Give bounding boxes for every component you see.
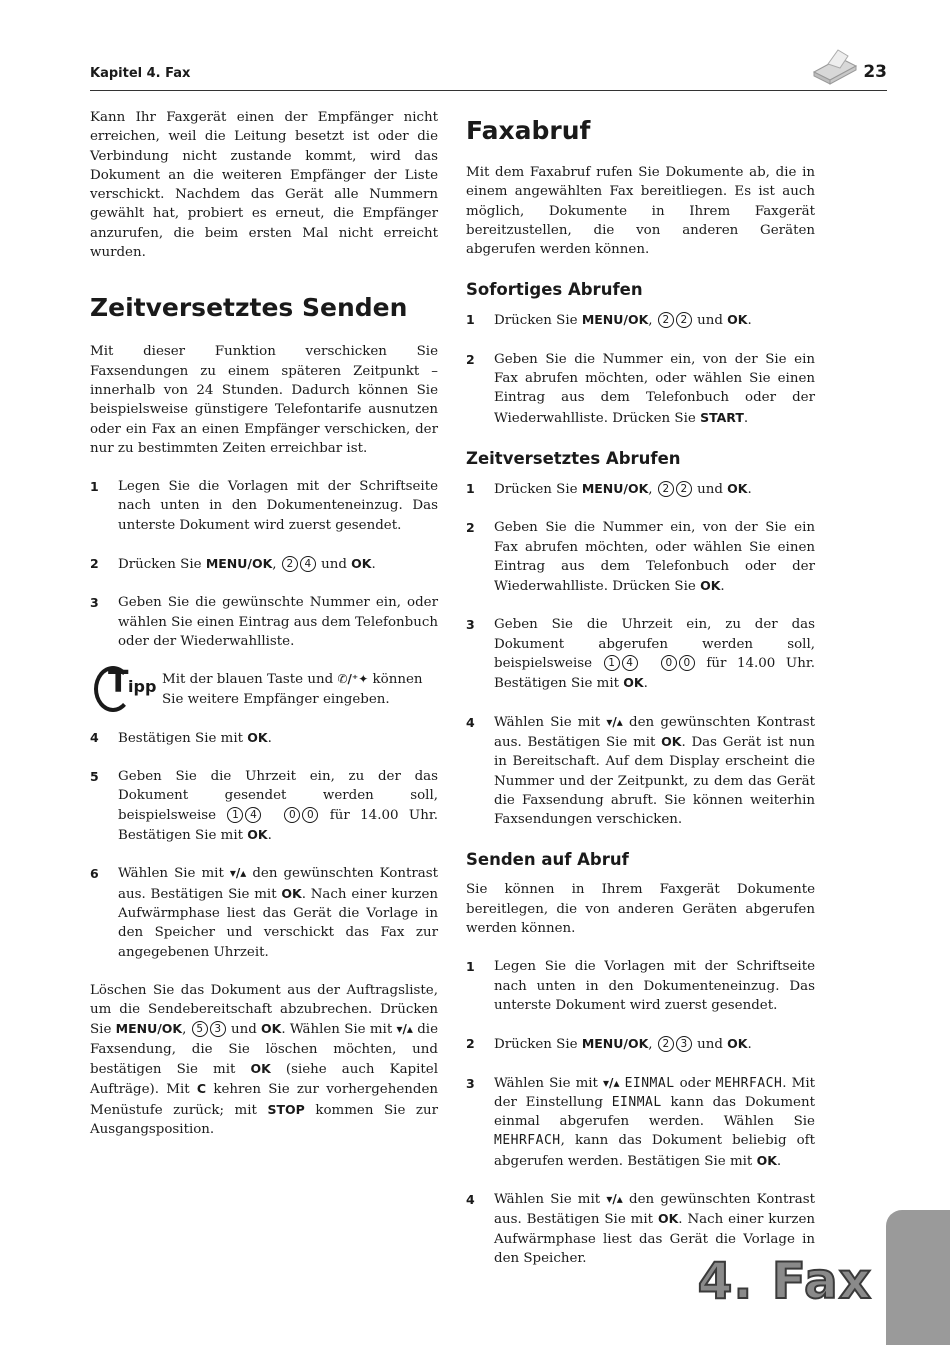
step-text: für 14.00 Uhr. Bestätigen Sie mit	[118, 807, 439, 844]
step-text: oder	[674, 1075, 716, 1091]
key-3: 3	[676, 1036, 692, 1052]
step-number: 2	[466, 520, 475, 536]
display-option-mehrfach: MEHRFACH	[715, 1075, 783, 1091]
key-1: 1	[227, 807, 243, 823]
arrow-keys-icon: ▾/▴	[606, 714, 623, 729]
step-text: , kann das Dokument beliebig oft abgerufen werden. Bestätigen Sie mit	[494, 1133, 815, 1169]
step-text: . Nach einer kurzen Aufwärmphase liest das Gerät die Vorlage in den Speicher und verschickt das Fax zur angegebenen Uhrzeit.	[118, 886, 438, 960]
step-text: Drücken Sie	[494, 481, 582, 497]
step-number: 3	[466, 617, 475, 633]
paragraph-text: ,	[182, 1022, 191, 1038]
key-0: 0	[679, 655, 695, 671]
step-text: . Das Gerät ist nun in Bereitschaft. Auf dem Display erscheint die Nummer und der Zeitpunkt, zu dem das Gerät die Faxsendung abruft. Sie können weiterhin Faxsendungen verschicken.	[494, 734, 815, 828]
senden-paragraph: Mit dieser Funktion verschicken Sie Faxsendungen zu einem späteren Zeitpunkt – innerhalb von 24 Stunden. Dadurch können Sie beispielsweise günstigere Telefontarife ausnutzen oder ein Fax an einen Empfänger verschicken, der nur zu bestimmten Zeiten erreichbar ist.	[90, 344, 438, 456]
key-4: 4	[622, 655, 638, 671]
key-1: 1	[604, 655, 620, 671]
paragraph-text: kehren Sie zur vorhergehenden Menüstufe zurück; mit	[90, 1082, 438, 1118]
step-4	[466, 713, 815, 830]
heading-sofortiges-abrufen: Sofortiges Abrufen	[466, 280, 643, 300]
key-ok: OK	[261, 1021, 282, 1037]
key-0: 0	[661, 655, 677, 671]
step-4	[90, 728, 438, 748]
fax-machine-icon	[810, 46, 860, 86]
step-number: 5	[90, 769, 99, 785]
display-option-einmal: EINMAL	[624, 1075, 675, 1091]
right-column	[466, 108, 815, 1268]
key-menu-ok: MENU/OK	[581, 312, 649, 328]
heading-faxabruf: Faxabruf	[466, 116, 591, 145]
page-number: 23	[863, 62, 887, 82]
step-text: Wählen Sie mit	[494, 714, 607, 730]
key-start: START	[700, 409, 744, 425]
step-text: kann das Dokument einmal abgerufen werden. Wählen Sie	[494, 1094, 815, 1130]
arrow-keys-icon: ▾/▴	[229, 866, 247, 881]
step-number: 2	[466, 1036, 475, 1052]
intro-paragraph: Kann Ihr Faxgerät einen der Empfänger nicht erreichen, weil die Leitung besetzt ist oder die Verbindung nicht zustande kommt, wird das Dokument an die weiteren Empfänger der Liste verschickt. Nachdem das Gerät alle Nummern gewählt hat, probiert es erneut, die Empfänger anzurufen, die beim ersten Mal nicht erreicht wurden.	[90, 110, 438, 261]
key-ok: OK	[351, 556, 372, 572]
step-text: und	[692, 1037, 728, 1053]
step-2	[466, 518, 815, 596]
step-text: .	[747, 481, 752, 497]
step-text: Wählen Sie mit	[494, 1075, 604, 1091]
step-text: Drücken Sie	[494, 1037, 582, 1053]
key-0: 0	[302, 807, 318, 823]
step-text: .	[643, 676, 648, 692]
paragraph-text: und	[226, 1022, 262, 1038]
paragraph-text: Löschen Sie das Dokument aus der Auftragsliste, um die Sendebereitschaft abzubrechen. Drücken Sie	[90, 982, 438, 1038]
step-text: .	[747, 313, 752, 329]
key-menu-ok: MENU/OK	[115, 1021, 183, 1037]
heading-zeitversetztes-abrufen: Zeitversetztes Abrufen	[466, 448, 681, 468]
step-text: .	[743, 410, 749, 426]
key-ok: OK	[727, 1036, 748, 1052]
key-ok: OK	[623, 675, 644, 691]
arrow-keys-icon: ▾/▴	[603, 1075, 620, 1090]
key-4: 4	[245, 807, 261, 823]
arrow-keys-icon: ▾/▴	[606, 1191, 623, 1206]
step-text: ,	[648, 313, 657, 329]
step-1	[466, 310, 815, 330]
step-text: Geben Sie die Nummer ein, von der Sie ein Fax abrufen möchten, oder wählen Sie einen Eintrag aus dem Telefonbuch oder der Wiederwahlliste. Drücken Sie	[494, 520, 815, 595]
key-menu-ok: MENU/OK	[205, 556, 273, 572]
paragraph-text: (siehe auch Kapitel Aufträge). Mit	[90, 1061, 438, 1098]
step-2	[466, 1034, 815, 1054]
page-header	[90, 62, 887, 92]
step-text: Wählen Sie mit	[118, 866, 230, 882]
step-number: 1	[466, 959, 475, 975]
key-ok: OK	[657, 1211, 679, 1227]
step-6	[90, 864, 438, 961]
tipp-box	[90, 665, 438, 709]
step-5	[90, 767, 438, 845]
key-4: 4	[300, 556, 316, 572]
header-rule	[90, 90, 887, 91]
step-text: .	[747, 1037, 752, 1053]
step-3	[466, 1074, 815, 1171]
key-ok: OK	[281, 885, 302, 901]
step-text: . Nach einer kurzen Aufwärmphase liest das Gerät die Vorlage in den Speicher.	[494, 1212, 816, 1266]
tipp-logo-ipp: ipp	[128, 677, 157, 697]
chapter-tab	[886, 1210, 950, 1345]
key-2: 2	[282, 556, 298, 572]
step-1	[466, 957, 815, 1015]
step-text: und	[692, 481, 728, 497]
key-3: 3	[210, 1021, 226, 1037]
display-option-mehrfach: MEHRFACH	[494, 1133, 561, 1149]
step-text: ,	[648, 1037, 657, 1053]
paragraph-text: . Wählen Sie mit	[281, 1022, 397, 1038]
step-text: Geben Sie die Nummer ein, von der Sie ein Fax abrufen möchten, oder wählen Sie einen Eintrag aus dem Telefonbuch oder der Wiederwahlliste. Drücken Sie	[494, 351, 815, 426]
step-text: ,	[648, 481, 657, 497]
step-text: und	[692, 313, 728, 329]
step-text: ,	[272, 557, 281, 573]
key-5: 5	[192, 1021, 208, 1037]
chapter-tab-label: 4. Fax	[697, 1252, 872, 1310]
step-number: 2	[466, 351, 475, 367]
display-option-einmal: EINMAL	[611, 1094, 662, 1110]
key-0: 0	[284, 807, 300, 823]
heading-zeitversetztes-senden: Zeitversetztes Senden	[90, 293, 408, 323]
heading-senden-auf-abruf: Senden auf Abruf	[466, 850, 629, 870]
step-text: den gewünschten Kontrast aus. Bestätigen Sie mit	[494, 714, 815, 750]
key-menu-ok: MENU/OK	[581, 480, 649, 496]
step-text: Drücken Sie	[494, 313, 582, 329]
step-text: und	[316, 557, 352, 573]
step-2	[466, 350, 815, 428]
phonebook-key-icon: ✆/⁺✦	[337, 672, 369, 687]
tipp-logo-icon	[94, 665, 157, 712]
tipp-text: Mit der blauen Taste und	[162, 672, 338, 688]
step-number: 1	[466, 480, 475, 496]
step-text: Wählen Sie mit	[494, 1191, 607, 1207]
step-number: 2	[90, 556, 99, 572]
step-number: 6	[90, 866, 99, 882]
step-text: Drücken Sie	[118, 557, 206, 573]
key-2: 2	[676, 481, 692, 497]
step-text: Geben Sie die Uhrzeit ein, zu der das Dokument abgerufen werden soll, beispielsweise	[494, 617, 815, 672]
key-ok: OK	[247, 827, 268, 843]
step-text: . Mit der Einstellung	[494, 1075, 815, 1110]
step-number: 1	[90, 479, 99, 495]
step-text: den gewünschten Kontrast aus. Bestätigen Sie mit	[494, 1191, 815, 1228]
arrow-keys-icon: ▾/▴	[396, 1022, 413, 1037]
key-2: 2	[676, 312, 692, 328]
key-menu-ok: MENU/OK	[581, 1036, 649, 1052]
paragraph-text: die Faxsendung, die Sie löschen möchten, und bestätigen Sie mit	[90, 1022, 438, 1077]
step-number: 4	[466, 714, 475, 730]
step-text: Legen Sie die Vorlagen mit der Schriftseite nach unten in den Dokumenteneinzug. Das unterste Dokument wird zuerst gesendet.	[494, 959, 815, 1013]
key-ok: OK	[727, 312, 748, 328]
step-text: Legen Sie die Vorlagen mit der Schriftseite nach unten in den Dokumenteneinzug. Das unterste Dokument wird zuerst gesendet.	[118, 479, 438, 533]
step-number: 4	[466, 1191, 475, 1207]
key-ok: OK	[247, 729, 268, 745]
step-text: .	[267, 730, 272, 746]
key-ok: OK	[700, 578, 721, 594]
step-3	[466, 615, 815, 693]
key-ok: OK	[727, 480, 748, 496]
step-text: für 14.00 Uhr. Bestätigen Sie mit	[494, 656, 816, 692]
step-text: .	[371, 557, 376, 573]
key-c: C	[196, 1081, 207, 1097]
delete-paragraph	[90, 981, 438, 1139]
step-text: .	[267, 828, 272, 844]
step-text: den gewünschten Kontrast aus. Bestätigen Sie mit	[118, 866, 438, 902]
step-3	[90, 593, 438, 651]
step-number: 1	[466, 312, 475, 328]
key-stop: STOP	[267, 1101, 305, 1117]
key-2: 2	[658, 312, 674, 328]
step-number: 4	[90, 729, 99, 745]
chapter-title: Kapitel 4. Fax	[90, 66, 191, 81]
left-column	[90, 108, 438, 1139]
tipp-logo-t: T	[108, 665, 129, 701]
step-number: 3	[466, 1075, 475, 1091]
step-text: Geben Sie die gewünschte Nummer ein, oder wählen Sie einen Eintrag aus dem Telefonbuch oder der Wiederwahlliste.	[118, 595, 438, 649]
step-1	[466, 479, 815, 499]
key-ok: OK	[250, 1060, 271, 1076]
step-text: Bestätigen Sie mit	[118, 730, 248, 746]
key-2: 2	[658, 1036, 674, 1052]
key-2: 2	[658, 481, 674, 497]
faxabruf-paragraph: Mit dem Faxabruf rufen Sie Dokumente ab, die in einem angewählten Fax bereitliegen. Es ist auch möglich, Dokumente in Ihrem Faxgerät bereitzustellen, die von anderen Geräten abgerufen werden können.	[466, 165, 815, 258]
step-number: 3	[90, 595, 99, 611]
key-ok: OK	[661, 733, 682, 749]
tipp-text: können Sie weitere Empfänger eingeben.	[162, 672, 423, 707]
step-text: Geben Sie die Uhrzeit ein, zu der das Dokument gesendet werden soll, beispielsweise	[118, 769, 438, 823]
step-text: .	[720, 579, 725, 595]
step-2	[90, 554, 438, 574]
step-text: .	[776, 1153, 782, 1169]
senden-auf-abruf-paragraph: Sie können in Ihrem Faxgerät Dokumente bereitlegen, die von anderen Geräten abgerufen werden können.	[466, 882, 815, 937]
paragraph-text: kommen Sie zur Ausgangsposition.	[90, 1102, 438, 1137]
key-ok: OK	[756, 1152, 777, 1168]
step-1	[90, 477, 438, 535]
